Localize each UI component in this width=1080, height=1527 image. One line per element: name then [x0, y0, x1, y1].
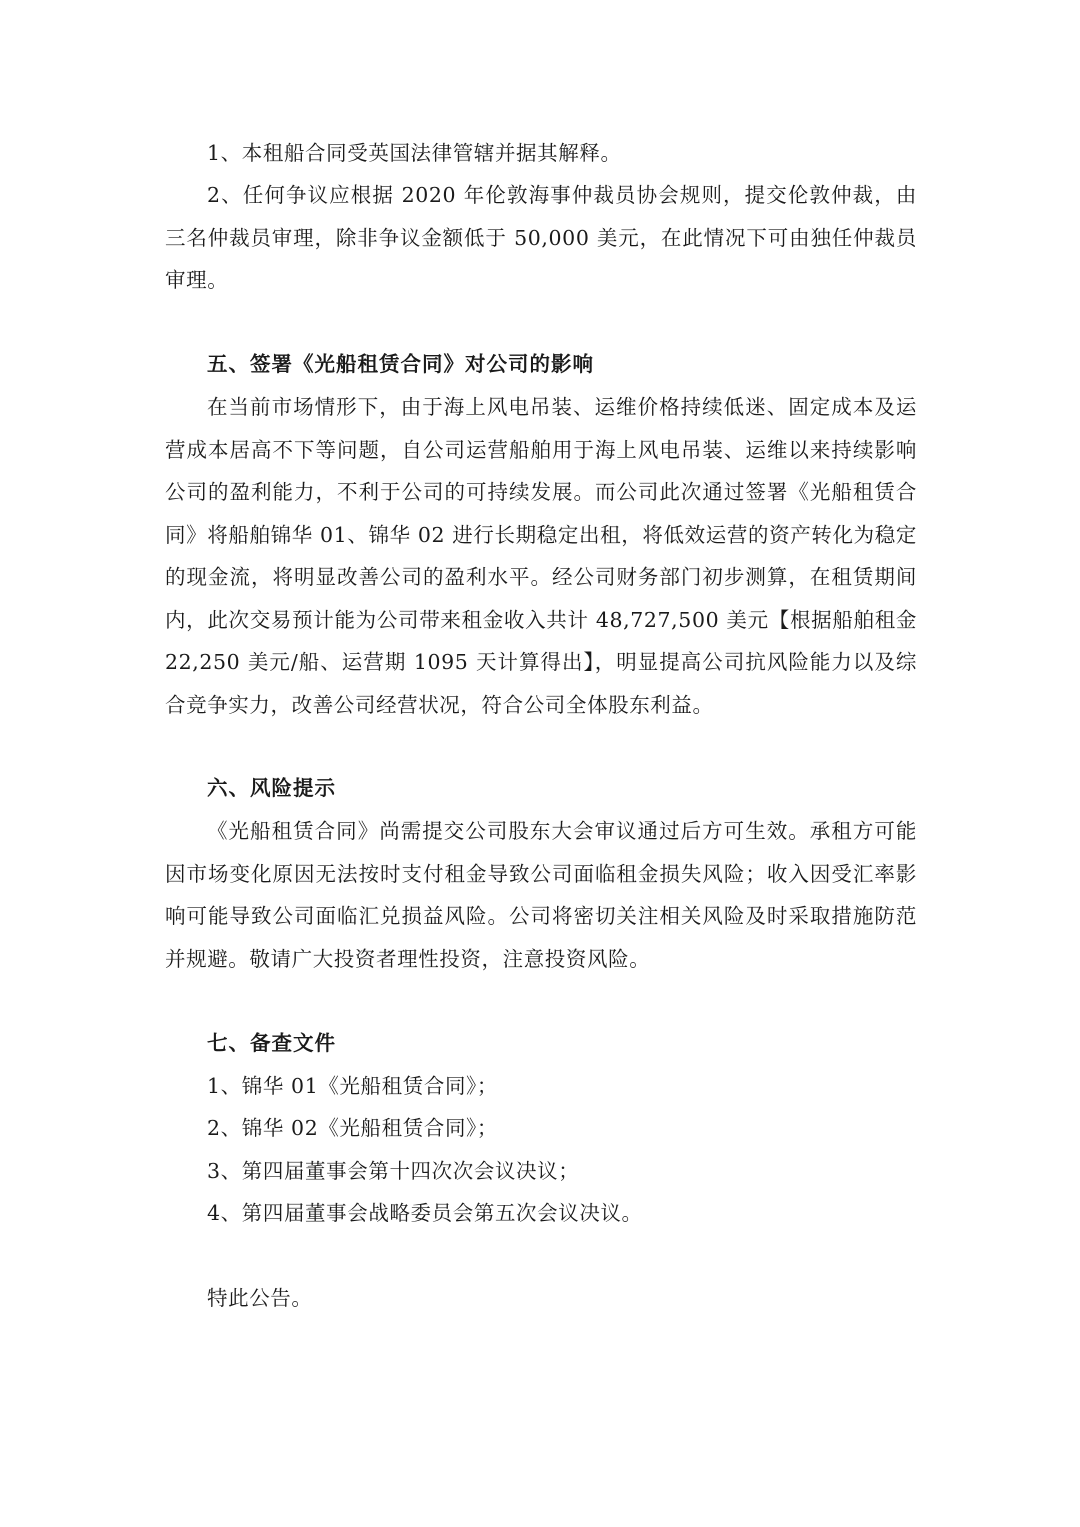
reference-file-item-4: 4、第四届董事会战略委员会第五次会议决议。 [207, 1201, 643, 1225]
reference-file-item-2: 2、锦华 02《光船租赁合同》； [207, 1116, 498, 1140]
section-7-heading: 七、备查文件 [207, 1031, 336, 1055]
closing-statement: 特此公告。 [207, 1286, 313, 1310]
clause-item-1: 1、本租船合同受英国法律管辖并据其解释。 [207, 141, 622, 165]
section-6-paragraph: 《光船租赁合同》尚需提交公司股东大会审议通过后方可生效。承租方可能因市场变化原因无法按时支付租金导致公司面临租金损失风险；收入因受汇率影响可能导致公司面临汇兑损益风险。公司将密切关注相关风险及时采取措施防范并规避。敬请广大投资者理性投资，注意投资风险。 [165, 819, 917, 971]
section-5-heading: 五、签署《光船租赁合同》对公司的影响 [207, 352, 594, 376]
section-5-paragraph: 在当前市场情形下，由于海上风电吊装、运维价格持续低迷、固定成本及运营成本居高不下等问题，自公司运营船舶用于海上风电吊装、运维以来持续影响公司的盈利能力，不利于公司的可持续发展。而公司此次通过签署《光船租赁合同》将船舶锦华 01、锦华 02 进行长期稳定出租，将低效运营的资产转化为稳定的现金流，将明显改善公司的盈利水平。经公司财务部门初步测算，在租赁期间内，此次交易预计能为公司带来租金收入共计 48,727,500 美元【根据船舶租金 22,250 美元/船、运营期 1095 天计算得出】，明显提高公司抗风险能力以及综合竞争实力，改善公司经营状况，符合公司全体股东利益。 [165, 395, 917, 717]
reference-file-item-1: 1、锦华 01《光船租赁合同》； [207, 1074, 498, 1098]
clause-item-2: 2、任何争议应根据 2020 年伦敦海事仲裁员协会规则，提交伦敦仲裁，由三名仲裁员审理，除非争议金额低于 50,000 美元，在此情况下可由独任仲裁员审理。 [165, 183, 917, 292]
section-6-heading: 六、风险提示 [207, 776, 336, 800]
reference-file-item-3: 3、第四届董事会第十四次次会议决议； [207, 1159, 580, 1183]
